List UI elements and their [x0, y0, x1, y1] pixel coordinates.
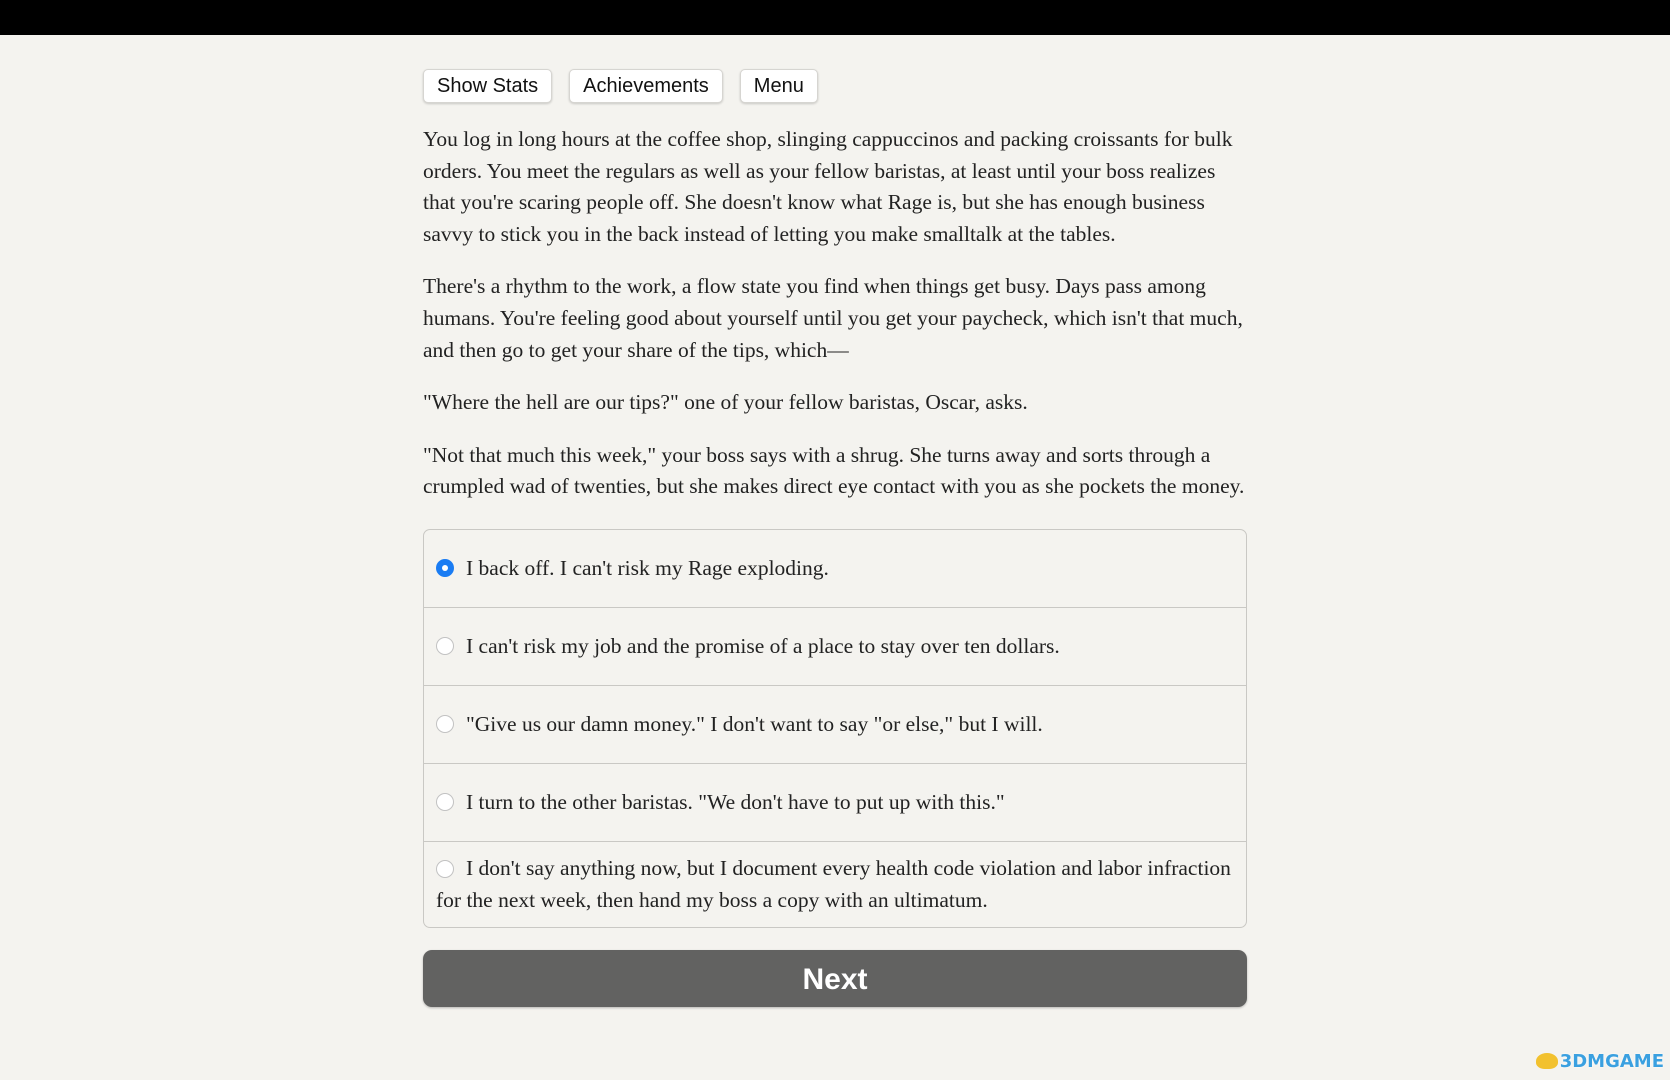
- radio-button-selected[interactable]: [436, 559, 454, 577]
- story-paragraph: There's a rhythm to the work, a flow state you find when things get busy. Days pass among humans. You're feeling good about yourself until you get your paycheck, which isn't that much, and then go to get your share of the tips, which—: [423, 274, 1243, 362]
- choice-option-2[interactable]: [424, 608, 1246, 686]
- radio-button[interactable]: [436, 860, 454, 878]
- story-text: [423, 124, 1247, 503]
- window-top-bar: [0, 0, 1670, 35]
- story-paragraph: "Where the hell are our tips?" one of your fellow baristas, Oscar, asks.: [423, 390, 1028, 415]
- game-content: [423, 35, 1247, 1007]
- radio-button[interactable]: [436, 715, 454, 733]
- mascot-icon: [1536, 1053, 1558, 1069]
- watermark: [1536, 1051, 1664, 1072]
- menu-button[interactable]: Menu: [740, 69, 818, 103]
- show-stats-button[interactable]: Show Stats: [423, 69, 552, 103]
- watermark-text: 3DMGAME: [1559, 1051, 1664, 1072]
- next-button[interactable]: Next: [423, 950, 1247, 1007]
- story-paragraph: You log in long hours at the coffee shop, slinging cappuccinos and packing croissants for bulk orders. You meet the regulars as well as your fellow baristas, at least until your boss realizes that you're scaring people off. She doesn't know what Rage is, but she has enough business savvy to stick you in the back instead of letting you make smalltalk at the tables.: [423, 127, 1233, 246]
- choice-option-3[interactable]: [424, 686, 1246, 764]
- choice-label: I can't risk my job and the promise of a place to stay over ten dollars.: [466, 633, 1060, 658]
- choice-label: I back off. I can't risk my Rage exploding.: [466, 555, 829, 580]
- choice-label: I turn to the other baristas. "We don't have to put up with this.": [466, 789, 1005, 814]
- choice-option-4[interactable]: [424, 764, 1246, 842]
- choice-label: "Give us our damn money." I don't want to say "or else," but I will.: [466, 711, 1043, 736]
- choice-option-5[interactable]: [424, 842, 1246, 927]
- achievements-button[interactable]: Achievements: [569, 69, 723, 103]
- radio-button[interactable]: [436, 793, 454, 811]
- choice-list: [423, 529, 1247, 928]
- radio-button[interactable]: [436, 637, 454, 655]
- toolbar: [423, 69, 1247, 103]
- choice-option-1[interactable]: [424, 530, 1246, 608]
- choice-label: I don't say anything now, but I document every health code violation and labor infraction for the next week, then hand my boss a copy with an ultimatum.: [436, 855, 1231, 912]
- story-paragraph: "Not that much this week," your boss says with a shrug. She turns away and sorts through a crumpled wad of twenties, but she makes direct eye contact with you as she pockets the money.: [423, 442, 1245, 499]
